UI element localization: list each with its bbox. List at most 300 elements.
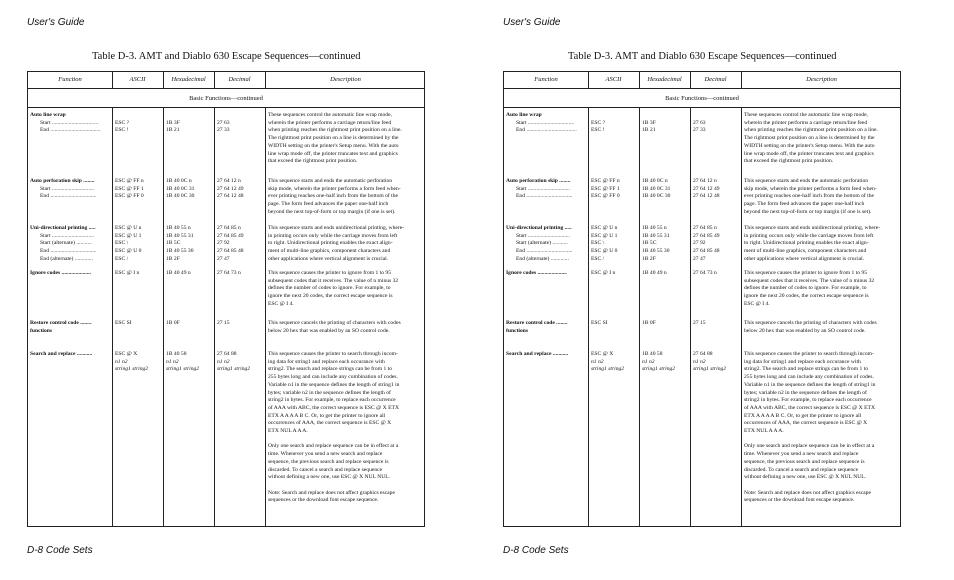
hex-cell	[642, 178, 670, 201]
cell-line: of AAA with ABC, the correct sequence is ESC @ X ETX	[268, 404, 399, 411]
cell-line: n1 n2	[217, 358, 230, 365]
decimal-cell	[693, 351, 726, 374]
hex-cell	[642, 270, 667, 278]
cell-line: ESC @ FF 0	[115, 193, 144, 200]
decimal-cell	[217, 225, 244, 264]
cell-line: wherein the printer performs a carriage return/line feed	[268, 119, 392, 126]
cell-line: 27 47	[693, 255, 706, 262]
cell-line: ever printing reaches one-half inch from the bottom of the	[744, 193, 875, 200]
cell-line: ESC !	[115, 127, 129, 134]
cell-line: that exceed the rightmost print position.	[744, 158, 834, 165]
cell-line: Start .................................	[40, 119, 99, 126]
column-divider	[265, 72, 266, 88]
column-header: Description	[806, 76, 837, 83]
function-cell	[30, 178, 97, 201]
cell-line: 1B 40 0C 30	[642, 193, 671, 200]
column-divider	[639, 72, 640, 88]
cell-line: ment of multi-line graphics, component characters and	[268, 248, 391, 255]
section-heading: Basic Functions—continued	[189, 95, 263, 102]
cell-line: ESC @ FF n	[591, 178, 620, 184]
cell-line: ESC ?	[591, 119, 606, 126]
cell-line: End ....................................	[516, 127, 577, 134]
cell-line: Start ..............................	[516, 185, 570, 192]
cell-line: 1B 40 55 31	[166, 232, 194, 239]
cell-line: bytes; variable n2 in the sequence defines the length of	[744, 389, 867, 396]
cell-line: Note: Search and replace does not affect graphics escape	[744, 489, 871, 496]
hex-cell	[642, 112, 656, 135]
cell-line: ESC ?	[115, 119, 130, 126]
cell-line: 1B 21	[642, 127, 656, 134]
column-header: Function	[534, 76, 558, 83]
cell-line: when printing reaches the rightmost print position on a line.	[744, 127, 878, 134]
column-header: Decimal	[228, 76, 251, 83]
cell-line: 1B 40 55 31	[642, 232, 670, 239]
function-cell	[30, 351, 92, 359]
cell-line: These sequences control the automatic line wrap mode,	[268, 112, 392, 118]
cell-line: These sequences control the automatic line wrap mode,	[744, 112, 868, 118]
cell-line: string2. The search and replace strings can be from 1 to	[744, 366, 869, 373]
cell-line: subsequent codes that it receives. The value of n minus 32	[268, 277, 399, 284]
cell-line: ESC @ U n	[115, 225, 142, 231]
cell-line: ESC @ FF 1	[115, 185, 144, 192]
ascii-cell	[115, 225, 141, 264]
cell-line: Auto perforation skip ........	[506, 178, 571, 184]
cell-line: Search and replace ...........	[30, 351, 93, 357]
cell-line: ESC @ FF n	[115, 178, 144, 184]
function-cell	[506, 270, 567, 278]
cell-line: line wrap mode off, the printer truncates text and graphics	[268, 150, 398, 157]
cell-line: ESC @ I 4.	[268, 300, 294, 307]
ascii-cell	[591, 320, 608, 328]
header-rule	[28, 88, 424, 89]
cell-line: This sequence cancels the printing of characters with codes	[268, 320, 401, 326]
cell-line: sequence, the previous search and replace sequence is	[744, 458, 865, 465]
cell-line: 27 47	[217, 255, 230, 262]
cell-line: 27 64 12 49	[217, 185, 244, 192]
cell-line: page. The form feed advances the paper one-half inch	[744, 201, 865, 208]
cell-line: ESC @ U 0	[115, 248, 142, 255]
hex-cell	[642, 320, 656, 328]
description-cell	[744, 112, 878, 166]
cell-line: sequence, the previous search and replace sequence is	[268, 458, 389, 465]
column-divider	[588, 107, 589, 526]
cell-line: below 20 hex that was enabled by an SO control code.	[268, 327, 390, 334]
cell-line: defines the number of codes to ignore. For example, to	[268, 285, 391, 292]
cell-line: ESC \	[115, 240, 129, 247]
cell-line: 1B 40 0C n	[166, 178, 192, 184]
cell-line	[591, 112, 605, 120]
decimal-cell	[217, 270, 241, 278]
cell-line: ever printing reaches one-half inch from the bottom of the	[268, 193, 399, 200]
decimal-cell	[693, 270, 717, 278]
cell-line: string1 string2	[115, 366, 149, 373]
cell-line: 1B 40 55 n	[166, 225, 191, 231]
column-divider	[112, 72, 113, 88]
cell-line: 27 64 88	[217, 351, 237, 357]
decimal-cell	[217, 320, 230, 328]
description-cell	[744, 270, 874, 309]
cell-line: 1B 40 0C 31	[166, 185, 195, 192]
cell-line: 1B 21	[166, 127, 180, 134]
cell-line: 27 64 85 49	[217, 232, 244, 239]
column-header: ASCII	[129, 76, 146, 83]
description-cell	[744, 320, 877, 335]
cell-line: Start .................................	[516, 119, 575, 126]
hex-cell	[642, 351, 675, 374]
cell-line: Restore control code ........	[30, 320, 92, 326]
cell-line: 27 64 85 48	[217, 248, 244, 255]
ascii-cell	[115, 351, 148, 374]
function-cell	[506, 178, 573, 201]
cell-line: ESC !	[591, 127, 605, 134]
cell-line: 27 64 12 49	[693, 185, 720, 192]
decimal-cell	[217, 112, 230, 135]
description-cell	[268, 320, 401, 335]
cell-line: ESC @ U 0	[591, 248, 618, 255]
cell-line: 255 bytes long and can include any combination of codes.	[268, 374, 398, 381]
escape-sequence-table	[503, 71, 901, 527]
decimal-cell	[217, 178, 244, 201]
cell-line: string2 in bytes. For example, to replace each occurrence	[268, 397, 396, 404]
ascii-cell	[591, 270, 615, 278]
cell-line: WIDTH setting on the printer's Setup menu. With the auto	[744, 142, 875, 149]
cell-line: Uni-directional printing .....	[30, 225, 96, 231]
description-cell	[268, 351, 399, 505]
cell-line: ESC @ U 1	[115, 232, 142, 239]
function-cell	[30, 225, 97, 264]
cell-line: Start (alternate) ...........	[516, 240, 568, 247]
table-title: Table D-3. AMT and Diablo 630 Escape Sequences—continued	[568, 51, 837, 62]
cell-line: time. Whenever you send a new search and replace	[744, 451, 859, 458]
cell-line: The rightmost print position on a line is determined by the	[268, 135, 399, 142]
cell-line: sequences or the download font escape sequence.	[744, 497, 855, 504]
cell-line: string1 string2	[642, 366, 676, 373]
column-divider	[741, 107, 742, 526]
cell-line: beyond the next top-of-form or top margin (if one is set).	[744, 208, 872, 215]
cell-line: Ignore codes .....................	[506, 270, 567, 276]
cell-line: 1B 40 49 n	[166, 270, 191, 276]
cell-line: ESC @ I n	[115, 270, 140, 276]
column-divider	[265, 107, 266, 526]
function-cell	[506, 112, 577, 135]
cell-line: End ....................................	[40, 127, 101, 134]
cell-line: 1B 40 0C 30	[166, 193, 195, 200]
cell-line: Uni-directional printing .....	[506, 225, 572, 231]
cell-line: of AAA with ABC, the correct sequence is ESC @ X ETX	[744, 404, 875, 411]
cell-line: This sequence starts and ends the automatic perforation	[744, 178, 869, 184]
cell-line: 27 64 73 n	[217, 270, 241, 276]
cell-line: End (alternate) .............	[516, 255, 569, 262]
column-header: Description	[330, 76, 361, 83]
cell-line: 27 15	[217, 320, 230, 326]
cell-line: occurrences of AAA, the correct sequence is ESC @ X	[744, 420, 868, 427]
cell-line: occurrences of AAA, the correct sequence is ESC @ X	[268, 420, 392, 427]
column-header: ASCII	[605, 76, 622, 83]
cell-line: Only one search and replace sequence can be in effect at a	[268, 443, 399, 450]
hex-cell	[166, 178, 194, 201]
cell-line: Start ..............................	[40, 185, 94, 192]
cell-line: to right. Unidirectional printing enables the exact align-	[744, 240, 869, 247]
cell-line: 27 64 73 n	[693, 270, 717, 276]
ascii-cell	[115, 270, 139, 278]
cell-line: other applications where vertical alignment is crucial.	[744, 255, 865, 262]
cell-line: Ignore codes .....................	[30, 270, 91, 276]
cell-line: functions	[506, 327, 529, 334]
cell-line: 27 64 85 n	[693, 225, 717, 231]
cell-line: 255 bytes long and can include any combination of codes.	[744, 374, 874, 381]
decimal-cell	[693, 178, 720, 201]
column-header: Hexadecimal	[647, 76, 682, 83]
cell-line	[217, 112, 230, 120]
table-title: Table D-3. AMT and Diablo 630 Escape Sequences—continued	[92, 51, 361, 62]
column-divider	[741, 72, 742, 88]
cell-line: 27 33	[693, 127, 706, 134]
column-divider	[214, 72, 215, 88]
cell-line: 1B 40 55 n	[642, 225, 667, 231]
cell-line: 1B 5C	[166, 240, 181, 247]
cell-line: wherein the printer performs a carriage return/line feed	[744, 119, 868, 126]
cell-line: Variable n1 in the sequence defines the length of string1 in	[744, 381, 876, 388]
description-cell	[268, 270, 398, 309]
column-divider	[690, 107, 691, 526]
cell-line: in printing occurs only while the carriage moves from left	[744, 232, 874, 239]
cell-line: This sequence causes the printer to search through incom-	[744, 351, 874, 357]
cell-line: This sequence causes the printer to search through incom-	[268, 351, 398, 357]
cell-line: when printing reaches the rightmost print position on a line.	[268, 127, 402, 134]
section-rule	[504, 107, 900, 108]
cell-line: End .................................	[40, 248, 97, 255]
cell-line	[744, 482, 875, 490]
cell-line: page. The form feed advances the paper one-half inch	[268, 201, 389, 208]
cell-line: ESC @ I 4.	[744, 300, 770, 307]
cell-line: string2. The search and replace strings can be from 1 to	[268, 366, 393, 373]
cell-line: ESC \	[591, 240, 605, 247]
cell-line: 27 64 12 n	[217, 178, 241, 184]
hex-cell	[166, 270, 191, 278]
cell-line: ESC /	[591, 255, 605, 262]
cell-line: 1B 40 55 30	[642, 248, 670, 255]
ascii-cell	[115, 178, 144, 201]
column-divider	[112, 107, 113, 526]
ascii-cell	[591, 112, 605, 135]
cell-line: WIDTH setting on the printer's Setup menu. With the auto	[268, 142, 399, 149]
header-rule	[504, 88, 900, 89]
cell-line: 1B 5C	[642, 240, 657, 247]
cell-line: subsequent codes that it receives. The value of n minus 32	[744, 277, 875, 284]
column-divider	[639, 107, 640, 526]
hex-cell	[166, 320, 180, 328]
column-divider	[588, 72, 589, 88]
cell-line: End (alternate) .............	[40, 255, 93, 262]
column-divider	[163, 72, 164, 88]
cell-line: n1 n2	[115, 358, 128, 365]
cell-line: ing data for string1 and replace each occurance with	[268, 358, 385, 365]
cell-line: skip mode, wherein the printer performs a form feed when-	[744, 185, 877, 192]
cell-line: ESC @ U n	[591, 225, 618, 231]
ascii-cell	[115, 320, 132, 328]
cell-line: ESC @ FF 1	[591, 185, 620, 192]
function-cell	[506, 225, 573, 264]
cell-line: ignore the next 20 codes, the correct escape sequence is	[744, 293, 869, 300]
cell-line: End .................................	[516, 193, 573, 200]
hex-cell	[166, 225, 194, 264]
section-heading: Basic Functions—continued	[665, 95, 739, 102]
cell-line: sequences or the download font escape sequence.	[268, 497, 379, 504]
column-header: Decimal	[704, 76, 727, 83]
cell-line: ESC /	[115, 255, 129, 262]
cell-line: discarded. To cancel a search and replace sequence	[268, 466, 383, 473]
cell-line: below 20 hex that was enabled by an SO control code.	[744, 327, 866, 334]
cell-line: Auto line wrap	[506, 112, 542, 118]
cell-line: ESC @ I n	[591, 270, 616, 276]
cell-line: string1 string2	[166, 366, 200, 373]
running-footer: D-8 Code Sets	[503, 545, 569, 556]
cell-line: ETX A A A A B C. Or, to get the printer to ignore all	[744, 412, 862, 419]
cell-line: 27 64 12 n	[693, 178, 717, 184]
column-divider	[163, 107, 164, 526]
decimal-cell	[217, 351, 250, 374]
cell-line: 1B 40 58	[642, 351, 663, 357]
cell-line	[642, 112, 656, 120]
cell-line: that exceed the rightmost print position.	[268, 158, 358, 165]
cell-line: n1 n2	[166, 358, 179, 365]
cell-line: n1 n2	[693, 358, 706, 365]
cell-line: string2 in bytes. For example, to replace each occurrence	[744, 397, 872, 404]
cell-line: 27 64 12 48	[693, 193, 720, 200]
column-divider	[214, 107, 215, 526]
cell-line: This sequence causes the printer to ignore from 1 to 95	[744, 270, 868, 276]
description-cell	[268, 178, 401, 217]
cell-line: line wrap mode off, the printer truncates text and graphics	[744, 150, 874, 157]
section-rule	[28, 107, 424, 108]
cell-line: ETX NUL A A A.	[744, 428, 784, 435]
cell-line: ESC @ X	[115, 351, 138, 357]
cell-line: time. Whenever you send a new search and replace	[268, 451, 383, 458]
cell-line: 27 15	[693, 320, 706, 326]
decimal-cell	[693, 112, 706, 135]
cell-line: ETX A A A A B C. Or, to get the printer to ignore all	[268, 412, 386, 419]
cell-line: 1B 3F	[642, 119, 656, 126]
cell-line: 1B 40 49 n	[642, 270, 667, 276]
cell-line: to right. Unidirectional printing enables the exact align-	[268, 240, 393, 247]
hex-cell	[642, 225, 670, 264]
cell-line: 27 64 12 48	[217, 193, 244, 200]
cell-line: 1B 40 0C n	[642, 178, 668, 184]
cell-line: 27 63	[693, 119, 706, 126]
cell-line: Auto line wrap	[30, 112, 66, 118]
cell-line: bytes; variable n2 in the sequence defines the length of	[268, 389, 391, 396]
cell-line: This sequence starts and ends unidirectional printing, where-	[268, 225, 405, 231]
column-divider	[690, 72, 691, 88]
cell-line: functions	[30, 327, 53, 334]
cell-line	[268, 482, 399, 490]
cell-line: defines the number of codes to ignore. For example, to	[744, 285, 867, 292]
cell-line: 27 64 85 n	[217, 225, 241, 231]
cell-line: This sequence starts and ends the automatic perforation	[268, 178, 393, 184]
cell-line: ment of multi-line graphics, component characters and	[744, 248, 867, 255]
running-footer: D-8 Code Sets	[27, 545, 93, 556]
cell-line: 27 33	[217, 127, 230, 134]
cell-line: 1B 0F	[642, 320, 656, 326]
cell-line: 1B 40 58	[166, 351, 187, 357]
running-header: User's Guide	[27, 17, 85, 28]
escape-sequence-table	[27, 71, 425, 527]
cell-line: n1 n2	[591, 358, 604, 365]
cell-line: 27 64 85 49	[693, 232, 720, 239]
function-cell	[30, 270, 91, 278]
cell-line: string1 string2	[217, 366, 251, 373]
cell-line: Start ..............................	[40, 232, 94, 239]
cell-line: ESC @ FF 0	[591, 193, 620, 200]
cell-line: 27 64 85 48	[693, 248, 720, 255]
ascii-cell	[591, 178, 620, 201]
page-right	[503, 0, 933, 580]
description-cell	[268, 112, 402, 166]
cell-line	[166, 112, 180, 120]
hex-cell	[166, 112, 180, 135]
description-cell	[744, 178, 877, 217]
cell-line: Start ..............................	[516, 232, 570, 239]
cell-line: ESC SI	[115, 320, 132, 326]
cell-line: ETX NUL A A A.	[268, 428, 308, 435]
cell-line: 27 63	[217, 119, 230, 126]
page-left	[27, 0, 457, 580]
cell-line: beyond the next top-of-form or top margin (if one is set).	[268, 208, 396, 215]
ascii-cell	[591, 351, 624, 374]
cell-line: without defining a new one, use ESC @ X NUL NUL.	[744, 474, 867, 481]
column-header: Function	[58, 76, 82, 83]
cell-line: 27 92	[693, 240, 706, 247]
cell-line: This sequence starts and ends unidirectional printing, where-	[744, 225, 881, 231]
cell-line: End .................................	[40, 193, 97, 200]
cell-line: Restore control code ........	[506, 320, 568, 326]
description-cell	[744, 351, 875, 505]
function-cell	[506, 320, 567, 335]
function-cell	[506, 351, 568, 359]
cell-line: 1B 2F	[166, 255, 180, 262]
cell-line: string1 string2	[693, 366, 727, 373]
description-cell	[744, 225, 880, 264]
cell-line	[115, 112, 129, 120]
cell-line: This sequence causes the printer to ignore from 1 to 95	[268, 270, 392, 276]
cell-line: ESC SI	[591, 320, 608, 326]
cell-line: Auto perforation skip ........	[30, 178, 95, 184]
ascii-cell	[591, 225, 617, 264]
cell-line: other applications where vertical alignment is crucial.	[268, 255, 389, 262]
function-cell	[30, 112, 101, 135]
decimal-cell	[693, 320, 706, 328]
cell-line: 1B 2F	[642, 255, 656, 262]
cell-line: End .................................	[516, 248, 573, 255]
cell-line: 27 64 88	[693, 351, 713, 357]
decimal-cell	[693, 225, 720, 264]
function-cell	[30, 320, 91, 335]
cell-line: ESC @ X	[591, 351, 614, 357]
cell-line: 27 92	[217, 240, 230, 247]
cell-line: skip mode, wherein the printer performs a form feed when-	[268, 185, 401, 192]
cell-line: 1B 40 55 30	[166, 248, 194, 255]
cell-line: string1 string2	[591, 366, 625, 373]
cell-line: This sequence cancels the printing of characters with codes	[744, 320, 877, 326]
cell-line: 1B 3F	[166, 119, 180, 126]
cell-line: discarded. To cancel a search and replace sequence	[744, 466, 859, 473]
description-cell	[268, 225, 404, 264]
running-header: User's Guide	[503, 17, 561, 28]
cell-line: Search and replace ...........	[506, 351, 569, 357]
cell-line: n1 n2	[642, 358, 655, 365]
column-header: Hexadecimal	[171, 76, 206, 83]
cell-line: Only one search and replace sequence can be in effect at a	[744, 443, 875, 450]
